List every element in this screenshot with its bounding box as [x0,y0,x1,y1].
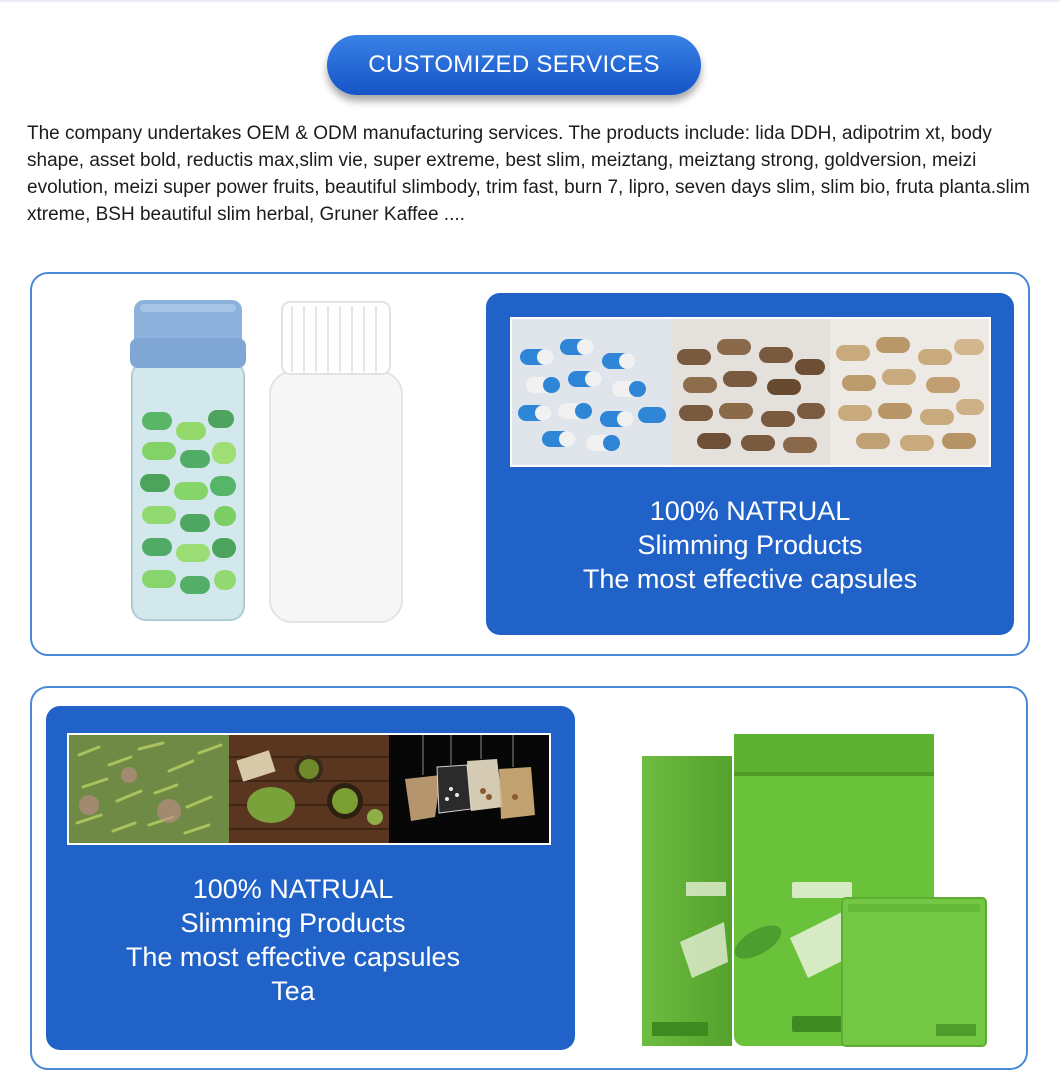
tea-line-slimming: Slimming Products [180,908,406,938]
tea-line-natural: 100% NATRUAL [192,874,394,904]
capsules-line-slimming: Slimming Products [637,530,863,560]
green-tea-leaves-image [69,735,229,843]
tea-bags-image [389,735,549,843]
tea-line-tea: Tea [271,976,315,1006]
tan-capsules-image [830,319,989,465]
brown-capsules-image [671,319,830,465]
blue-white-capsules-image [512,319,671,465]
top-divider [0,0,1060,2]
capsule-bottles-image [120,292,420,632]
matcha-on-wood-image [229,735,389,843]
section-title-badge [327,35,701,95]
tea-panel-text [46,872,540,1008]
tea-line-effective: The most effective capsules [125,942,461,972]
capsules-panel-text [486,494,1014,596]
intro-paragraph: The company undertakes OEM & ODM manufacturing services. The products include: lida DDH, adipotrim xt, body shape, asset bold, reductis max,slim vie, super extreme, best slim, meiztang, meiztang strong, goldversion, meizi evolution, meizi super power fruits, beautiful slimbody, trim fast, burn 7, lipro, seven days slim, slim bio, fruta planta.slim xtreme, BSH beautiful slim herbal, Gruner Kaffee .... [27,123,1030,225]
green-tea-packaging-image [640,732,990,1048]
capsules-line-effective: The most effective capsules [582,564,918,594]
capsules-photo-strip [510,317,991,467]
tea-photo-strip [67,733,551,845]
section-title: CUSTOMIZED SERVICES [368,51,660,78]
capsules-line-natural: 100% NATRUAL [649,496,851,526]
